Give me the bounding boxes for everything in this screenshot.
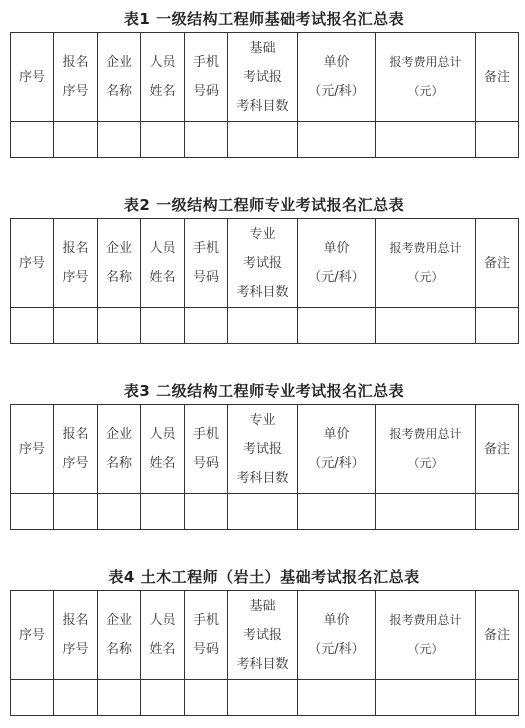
header-text: （元/科） <box>308 270 365 285</box>
header-text: 企业 <box>105 241 132 256</box>
header-text: 基础 <box>249 598 276 614</box>
header-text: 姓名 <box>149 84 176 99</box>
header-text: 号码 <box>192 642 219 657</box>
table-row <box>11 122 519 158</box>
header-text: 单价 <box>323 241 350 256</box>
registration-summary-table <box>10 32 519 158</box>
header-text: 考科目数 <box>236 656 289 672</box>
header-text: 考试报 <box>242 69 282 85</box>
header-text: 考试报 <box>242 627 282 643</box>
header-text: 报考费用总计 <box>389 241 462 255</box>
header-text: 报考费用总计 <box>389 427 462 441</box>
header-text: 序号 <box>62 270 89 285</box>
header-cell-total-fee <box>376 219 476 308</box>
cell-company-name <box>98 494 141 530</box>
cell-total-fee <box>376 122 476 158</box>
header-cell-unit-price <box>298 219 376 308</box>
cell-exam-subject-count <box>228 494 298 530</box>
header-cell-exam-subject-count <box>228 219 298 308</box>
header-text: 备注 <box>483 69 510 85</box>
header-text: 手机 <box>192 241 219 256</box>
cell-phone-number <box>185 494 228 530</box>
header-text: 报名 <box>62 241 89 256</box>
table-row <box>11 494 519 530</box>
header-cell-remarks <box>476 219 519 308</box>
header-text: 号码 <box>192 270 219 285</box>
header-cell-remarks <box>476 33 519 122</box>
header-text: 序号 <box>62 456 89 471</box>
header-text: 企业 <box>105 613 132 628</box>
header-text: （元/科） <box>308 456 365 471</box>
header-text: 序号 <box>18 69 45 85</box>
header-cell-unit-price <box>298 591 376 680</box>
header-text: 人员 <box>149 241 176 256</box>
header-text: 手机 <box>192 613 219 628</box>
header-text: 号码 <box>192 456 219 471</box>
header-cell-phone-number <box>185 33 228 122</box>
header-cell-index <box>11 405 54 494</box>
header-cell-phone-number <box>185 405 228 494</box>
header-cell-person-name <box>141 219 185 308</box>
header-text: 企业 <box>105 427 132 442</box>
header-cell-remarks <box>476 591 519 680</box>
cell-total-fee <box>376 680 476 716</box>
table-block-2 <box>10 192 518 344</box>
header-row <box>11 33 519 122</box>
header-cell-unit-price <box>298 405 376 494</box>
header-text: （元） <box>407 456 444 470</box>
table-row <box>11 680 519 716</box>
header-text: 序号 <box>18 441 45 457</box>
header-cell-phone-number <box>185 591 228 680</box>
registration-summary-table <box>10 218 519 344</box>
cell-index <box>11 308 54 344</box>
registration-summary-table <box>10 590 519 716</box>
registration-summary-table <box>10 404 519 530</box>
header-text: （元/科） <box>308 84 365 99</box>
header-text: 单价 <box>323 427 350 442</box>
header-cell-company-name <box>98 33 141 122</box>
cell-total-fee <box>376 494 476 530</box>
cell-registration-no <box>54 494 98 530</box>
header-cell-person-name <box>141 591 185 680</box>
cell-index <box>11 680 54 716</box>
cell-index <box>11 122 54 158</box>
header-text: 基础 <box>249 40 276 56</box>
header-text: 单价 <box>323 613 350 628</box>
header-text: 名称 <box>105 642 132 657</box>
header-text: 序号 <box>62 84 89 99</box>
cell-exam-subject-count <box>228 680 298 716</box>
header-text: （元/科） <box>308 642 365 657</box>
header-text: 单价 <box>323 55 350 70</box>
header-text: 专业 <box>249 226 276 242</box>
header-text: 人员 <box>149 613 176 628</box>
header-row <box>11 591 519 680</box>
header-cell-index <box>11 33 54 122</box>
header-cell-index <box>11 219 54 308</box>
header-text: 序号 <box>18 255 45 271</box>
header-cell-company-name <box>98 405 141 494</box>
cell-company-name <box>98 308 141 344</box>
header-cell-total-fee <box>376 591 476 680</box>
cell-remarks <box>476 308 519 344</box>
cell-unit-price <box>298 122 376 158</box>
cell-exam-subject-count <box>228 308 298 344</box>
header-text: （元） <box>407 642 444 656</box>
cell-phone-number <box>185 308 228 344</box>
header-cell-total-fee <box>376 33 476 122</box>
cell-person-name <box>141 308 185 344</box>
cell-registration-no <box>54 680 98 716</box>
header-row <box>11 219 519 308</box>
table-title: 表3 二级结构工程师专业考试报名汇总表 <box>123 382 405 400</box>
header-cell-remarks <box>476 405 519 494</box>
header-text: 考科目数 <box>236 284 289 300</box>
table-block-3 <box>10 378 518 530</box>
cell-person-name <box>141 122 185 158</box>
cell-phone-number <box>185 122 228 158</box>
header-cell-registration-no <box>54 33 98 122</box>
table-row <box>11 308 519 344</box>
cell-total-fee <box>376 308 476 344</box>
header-text: 名称 <box>105 84 132 99</box>
header-text: （元） <box>407 84 444 98</box>
header-cell-total-fee <box>376 405 476 494</box>
header-text: 姓名 <box>149 642 176 657</box>
header-cell-company-name <box>98 591 141 680</box>
table-title: 表2 一级结构工程师专业考试报名汇总表 <box>123 196 405 214</box>
cell-index <box>11 494 54 530</box>
header-text: 考科目数 <box>236 98 289 114</box>
cell-company-name <box>98 680 141 716</box>
header-cell-person-name <box>141 33 185 122</box>
header-cell-company-name <box>98 219 141 308</box>
header-text: 姓名 <box>149 456 176 471</box>
header-text: 报名 <box>62 613 89 628</box>
table-title: 表4 土木工程师（岩土）基础考试报名汇总表 <box>108 568 420 586</box>
cell-remarks <box>476 122 519 158</box>
cell-phone-number <box>185 680 228 716</box>
header-text: 手机 <box>192 427 219 442</box>
cell-remarks <box>476 680 519 716</box>
header-text: 备注 <box>483 627 510 643</box>
header-cell-unit-price <box>298 33 376 122</box>
header-cell-registration-no <box>54 591 98 680</box>
cell-person-name <box>141 680 185 716</box>
header-text: 报考费用总计 <box>389 55 462 69</box>
cell-person-name <box>141 494 185 530</box>
header-cell-exam-subject-count <box>228 405 298 494</box>
header-cell-registration-no <box>54 405 98 494</box>
cell-registration-no <box>54 122 98 158</box>
header-text: 考试报 <box>242 255 282 271</box>
cell-unit-price <box>298 680 376 716</box>
header-text: 名称 <box>105 270 132 285</box>
header-text: 人员 <box>149 55 176 70</box>
header-text: 序号 <box>18 627 45 643</box>
header-cell-phone-number <box>185 219 228 308</box>
cell-registration-no <box>54 308 98 344</box>
header-text: （元） <box>407 270 444 284</box>
header-text: 备注 <box>483 255 510 271</box>
table-block-1 <box>10 6 518 158</box>
cell-remarks <box>476 494 519 530</box>
cell-unit-price <box>298 494 376 530</box>
header-text: 人员 <box>149 427 176 442</box>
cell-exam-subject-count <box>228 122 298 158</box>
header-text: 报名 <box>62 55 89 70</box>
header-text: 号码 <box>192 84 219 99</box>
header-text: 序号 <box>62 642 89 657</box>
header-cell-exam-subject-count <box>228 591 298 680</box>
table-title: 表1 一级结构工程师基础考试报名汇总表 <box>123 10 405 28</box>
cell-unit-price <box>298 308 376 344</box>
cell-company-name <box>98 122 141 158</box>
header-text: 报名 <box>62 427 89 442</box>
header-row <box>11 405 519 494</box>
header-text: 名称 <box>105 456 132 471</box>
table-block-4 <box>10 564 518 716</box>
header-cell-person-name <box>141 405 185 494</box>
header-text: 姓名 <box>149 270 176 285</box>
header-text: 备注 <box>483 441 510 457</box>
header-text: 企业 <box>105 55 132 70</box>
header-cell-index <box>11 591 54 680</box>
header-text: 手机 <box>192 55 219 70</box>
header-text: 考科目数 <box>236 470 289 486</box>
header-cell-exam-subject-count <box>228 33 298 122</box>
header-text: 考试报 <box>242 441 282 457</box>
header-text: 报考费用总计 <box>389 613 462 627</box>
header-cell-registration-no <box>54 219 98 308</box>
header-text: 专业 <box>249 412 276 428</box>
